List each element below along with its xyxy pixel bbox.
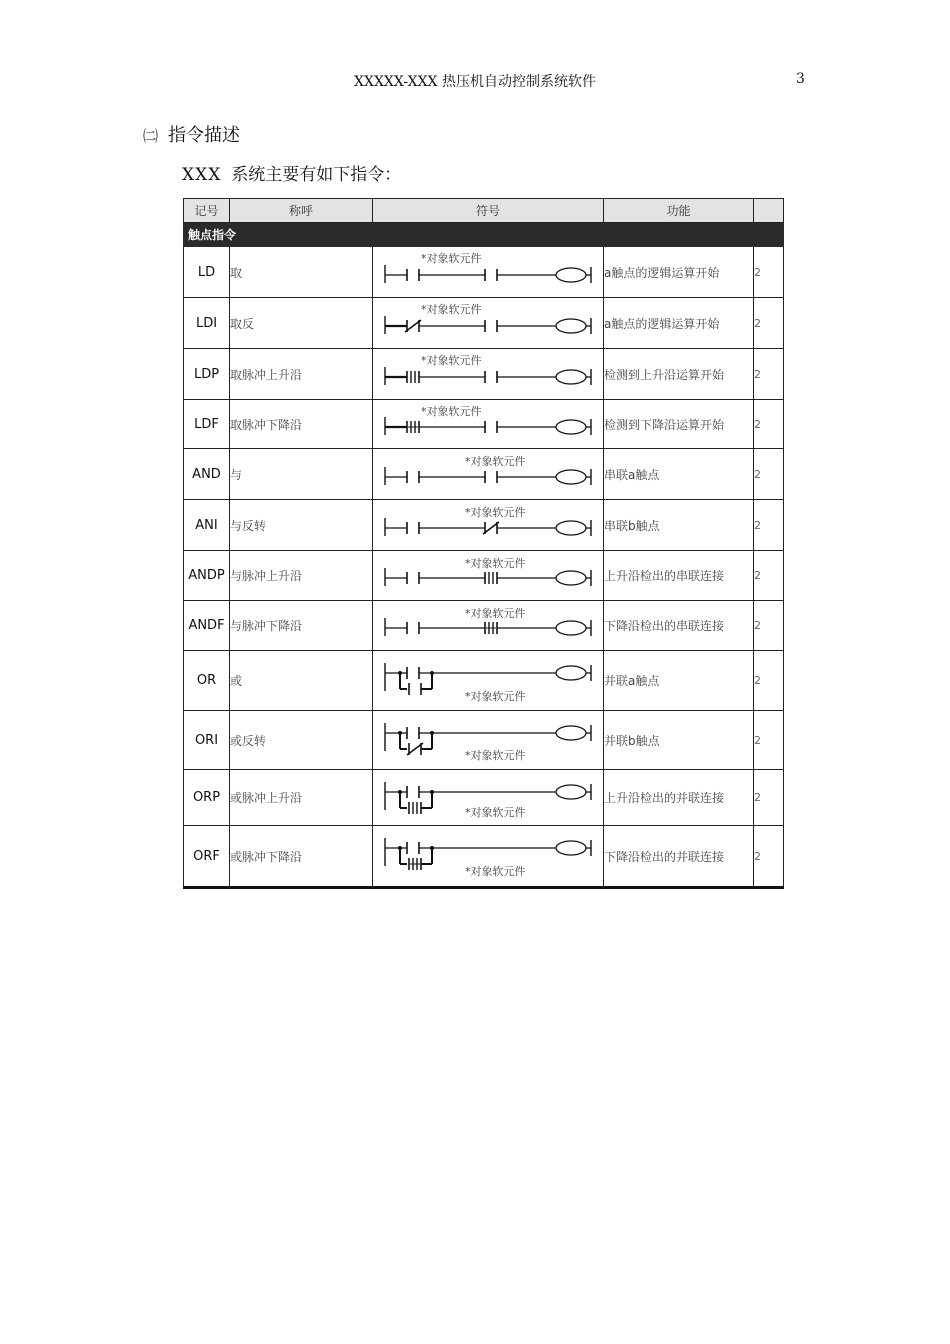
instruction-code: ANDP — [184, 551, 230, 601]
table-row — [184, 298, 784, 349]
instruction-table-wrapper — [183, 198, 761, 878]
instruction-code: LDI — [184, 298, 230, 349]
section-number: ㈡ — [143, 127, 159, 145]
instruction-name: 与脉冲下降沿 — [230, 601, 373, 651]
table-row — [184, 770, 784, 826]
instruction-name: 与 — [230, 449, 373, 500]
element-label: *对象软元件 — [465, 557, 526, 570]
instruction-name: 取反 — [230, 298, 373, 349]
instruction-table — [183, 198, 784, 889]
element-label: *对象软元件 — [465, 690, 526, 703]
instruction-extra: 2 — [754, 400, 784, 449]
instruction-code: LD — [184, 247, 230, 298]
instruction-function: a触点的逻辑运算开始 — [604, 298, 754, 349]
ladder-symbol — [373, 298, 604, 349]
table-row — [184, 711, 784, 770]
page-number: 3 — [796, 71, 805, 87]
instruction-function: 检测到上升沿运算开始 — [604, 349, 754, 400]
instruction-name: 或 — [230, 651, 373, 711]
instruction-extra: 2 — [754, 711, 784, 770]
table-row — [184, 500, 784, 551]
ladder-symbol — [373, 500, 604, 551]
element-label: *对象软元件 — [465, 607, 526, 620]
intro-line — [182, 160, 401, 185]
section-title: 指令描述 — [168, 125, 241, 146]
ladder-symbol — [373, 400, 604, 449]
intro-text: 系统主要有如下指令： — [231, 165, 402, 185]
system-name: XXX — [182, 165, 222, 185]
col-header-name: 称呼 — [230, 199, 373, 223]
instruction-extra: 2 — [754, 651, 784, 711]
element-label: *对象软元件 — [465, 865, 526, 878]
element-label: *对象软元件 — [421, 303, 482, 316]
col-header-symbol: 符号 — [373, 199, 604, 223]
instruction-name: 与脉冲上升沿 — [230, 551, 373, 601]
category-row — [184, 223, 784, 247]
instruction-function: 上升沿检出的并联连接 — [604, 770, 754, 826]
instruction-function: 串联b触点 — [604, 500, 754, 551]
instruction-extra: 2 — [754, 601, 784, 651]
col-header-code: 记号 — [184, 199, 230, 223]
instruction-name: 取脉冲下降沿 — [230, 400, 373, 449]
instruction-code: OR — [184, 651, 230, 711]
page-header — [0, 71, 950, 91]
ladder-symbol — [373, 826, 604, 888]
section-heading — [143, 121, 240, 147]
col-header-function: 功能 — [604, 199, 754, 223]
table-row — [184, 551, 784, 601]
element-label: *对象软元件 — [421, 354, 482, 367]
instruction-extra: 2 — [754, 770, 784, 826]
table-row — [184, 449, 784, 500]
instruction-extra: 2 — [754, 247, 784, 298]
instruction-code: AND — [184, 449, 230, 500]
instruction-extra: 2 — [754, 449, 784, 500]
ladder-symbol — [373, 349, 604, 400]
instruction-extra: 2 — [754, 551, 784, 601]
element-label: *对象软元件 — [465, 506, 526, 519]
table-row — [184, 651, 784, 711]
category-label: 触点指令 — [184, 223, 784, 247]
instruction-function: 并联a触点 — [604, 651, 754, 711]
instruction-name: 取脉冲上升沿 — [230, 349, 373, 400]
element-label: *对象软元件 — [465, 749, 526, 762]
table-row — [184, 349, 784, 400]
instruction-code: ANDF — [184, 601, 230, 651]
element-label: *对象软元件 — [465, 806, 526, 819]
element-label: *对象软元件 — [465, 455, 526, 468]
ladder-symbol — [373, 601, 604, 651]
ladder-symbol — [373, 651, 604, 711]
table-row — [184, 400, 784, 449]
ladder-symbol — [373, 711, 604, 770]
col-header-extra — [754, 199, 784, 223]
instruction-extra: 2 — [754, 298, 784, 349]
instruction-function: a触点的逻辑运算开始 — [604, 247, 754, 298]
header-title: XXXXX-XXX 热压机自动控制系统软件 — [354, 74, 596, 90]
ladder-symbol — [373, 770, 604, 826]
element-label: *对象软元件 — [421, 405, 482, 418]
instruction-name: 或脉冲上升沿 — [230, 770, 373, 826]
ladder-symbol — [373, 449, 604, 500]
instruction-name: 或脉冲下降沿 — [230, 826, 373, 888]
instruction-code: ORP — [184, 770, 230, 826]
element-label: *对象软元件 — [421, 252, 482, 265]
instruction-extra: 2 — [754, 826, 784, 888]
table-row — [184, 826, 784, 888]
instruction-code: LDF — [184, 400, 230, 449]
instruction-function: 串联a触点 — [604, 449, 754, 500]
instruction-extra: 2 — [754, 349, 784, 400]
instruction-name: 或反转 — [230, 711, 373, 770]
ladder-symbol — [373, 551, 604, 601]
instruction-extra: 2 — [754, 500, 784, 551]
instruction-name: 取 — [230, 247, 373, 298]
table-header-row — [184, 199, 784, 223]
instruction-function: 检测到下降沿运算开始 — [604, 400, 754, 449]
instruction-code: ANI — [184, 500, 230, 551]
instruction-function: 上升沿检出的串联连接 — [604, 551, 754, 601]
table-row — [184, 601, 784, 651]
table-row — [184, 247, 784, 298]
instruction-code: LDP — [184, 349, 230, 400]
instruction-function: 下降沿检出的并联连接 — [604, 826, 754, 888]
instruction-function: 并联b触点 — [604, 711, 754, 770]
instruction-code: ORI — [184, 711, 230, 770]
instruction-name: 与反转 — [230, 500, 373, 551]
ladder-symbol — [373, 247, 604, 298]
instruction-function: 下降沿检出的串联连接 — [604, 601, 754, 651]
instruction-code: ORF — [184, 826, 230, 888]
